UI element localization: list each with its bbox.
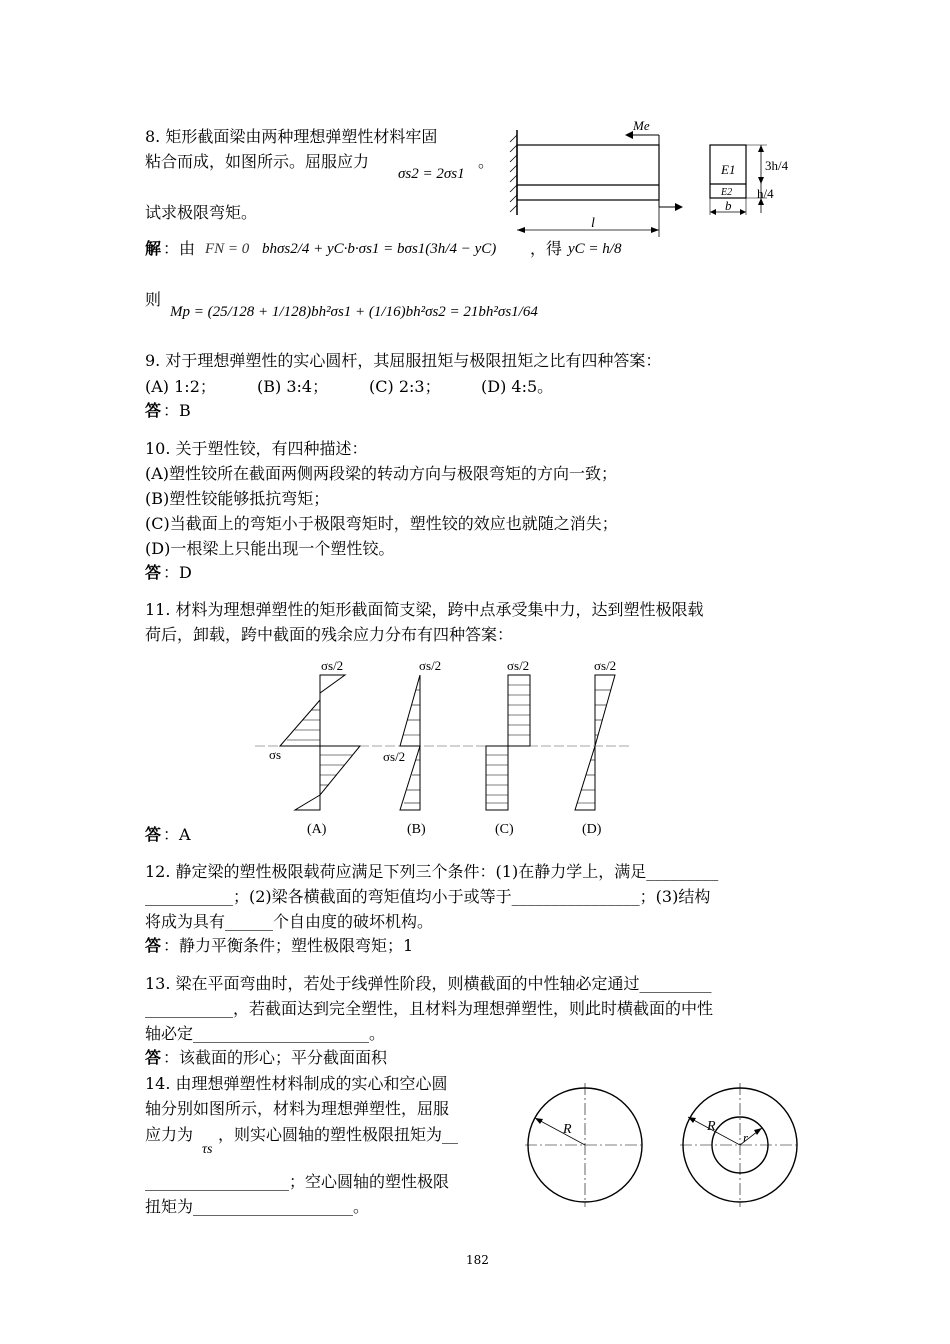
q11-line1: 11. 材料为理想弹塑性的矩形截面简支梁，跨中点承受集中力，达到塑性极限载 <box>145 600 704 619</box>
q12-line1: 12. 静定梁的塑性极限载荷应满足下列三个条件：(1)在静力学上，满足_________ <box>145 862 719 881</box>
q9-answer-label: 答 <box>145 401 162 420</box>
q14-line1: 14. 由理想弹塑性材料制成的实心和空心圆 <box>145 1074 448 1093</box>
d-top-label: σs/2 <box>594 658 617 673</box>
e1-label: E1 <box>721 162 736 177</box>
q14-line3a: 应力为 <box>145 1125 194 1144</box>
q8-then: 则 <box>145 290 162 309</box>
label-c: (C) <box>495 822 514 837</box>
q12-line3: 将成为具有______个自由度的破坏机构。 <box>145 912 434 931</box>
b-label: b <box>725 198 732 213</box>
q9-option-c: (C) 2:3； <box>369 377 441 396</box>
q9-answer: ：B <box>163 401 191 420</box>
q10-answer: ：D <box>163 563 192 582</box>
q14-line2: 轴分别如图所示，材料为理想弹塑性，屈服 <box>145 1099 450 1118</box>
q11-answer: ：A <box>163 825 191 844</box>
h4-label: h/4 <box>757 186 774 201</box>
diagram-d <box>575 658 616 837</box>
diagram-a <box>269 658 360 837</box>
q8-yield-formula: σs2 = 2σs1 <box>398 166 465 182</box>
q10-option-b: (B)塑性铰能够抵抗弯矩； <box>145 489 330 508</box>
h34-label: 3h/4 <box>765 158 789 173</box>
solid-r-label: R <box>563 1122 572 1137</box>
page-number: 182 <box>466 1253 489 1267</box>
q9-option-d: (D) 4:5。 <box>481 377 554 396</box>
q10-option-a: (A)塑性铰所在截面两侧两段梁的转动方向与极限弯矩的方向一致； <box>145 464 618 483</box>
q9-option-b: (B) 3:4； <box>257 377 329 396</box>
q11-answer-label: 答 <box>145 825 162 844</box>
q9-stem: 9. 对于理想弹塑性的实心圆杆，其屈服扭矩与极限扭矩之比有四种答案： <box>145 351 662 370</box>
q13-answer: ：该截面的形心；平分截面面积 <box>163 1048 388 1067</box>
c-top-label: σs/2 <box>507 658 530 673</box>
q8-get: ，得 <box>530 239 563 258</box>
q8-line3: 试求极限弯矩。 <box>145 203 258 222</box>
q14-line5: 扭矩为____________________。 <box>145 1197 370 1216</box>
q10-option-c: (C)当截面上的弯矩小于极限弯矩时，塑性铰的效应也就随之消失； <box>145 514 618 533</box>
q9-option-a: (A) 1:2； <box>145 377 216 396</box>
q8-yc: yC = h/8 <box>568 241 622 257</box>
a-mid-label: σs <box>269 747 282 762</box>
hollow-inner-r-label: r <box>743 1130 749 1145</box>
q11-line2: 荷后，卸载，跨中截面的残余应力分布有四种答案： <box>145 625 514 644</box>
q14-line3b: ，则实心圆轴的塑性极限扭矩为__ <box>218 1125 459 1144</box>
a-top-label: σs/2 <box>321 658 344 673</box>
q8-line2: 粘合而成，如图所示。屈服应力 <box>145 152 370 171</box>
q12-line2: ___________；(2)梁各横截面的弯矩值均小于或等于________________；(3)结构 <box>145 887 711 906</box>
diagram-b <box>383 658 441 837</box>
q8-balance-eq: bhσs2/4 + yC·b·σs1 = bσs1(3h/4 − yC) <box>262 241 497 257</box>
q8-fn-eq: FN = 0 <box>205 241 250 257</box>
hollow-outer-r-label: R <box>707 1119 716 1134</box>
b-mid-label: σs/2 <box>383 749 406 764</box>
label-b: (B) <box>407 822 426 837</box>
label-a: (A) <box>307 822 327 837</box>
q10-option-d: (D)一根梁上只能出现一个塑性铰。 <box>145 539 395 558</box>
q8-solution-label: 解 <box>145 239 162 258</box>
moment-label: Me <box>633 118 650 133</box>
q14-line4: __________________；空心圆轴的塑性极限 <box>145 1172 450 1191</box>
q13-line2: ___________，若截面达到完全塑性，且材料为理想弹塑性，则此时横截面的中性 <box>145 999 714 1018</box>
q13-line3: 轴必定______________________。 <box>145 1024 386 1043</box>
length-label: l <box>591 216 595 231</box>
q12-answer-label: 答 <box>145 936 162 955</box>
q12-answer: ：静力平衡条件；塑性极限弯矩；1 <box>163 936 414 955</box>
label-d: (D) <box>582 822 602 837</box>
q10-answer-label: 答 <box>145 563 162 582</box>
q13-line1: 13. 梁在平面弯曲时，若处于线弹性阶段，则横截面的中性轴必定通过_________ <box>145 974 712 993</box>
q8-beam-figure <box>505 115 805 245</box>
q13-answer-label: 答 <box>145 1048 162 1067</box>
q10-stem: 10. 关于塑性铰，有四种描述： <box>145 439 368 458</box>
q8-line2-end: 。 <box>478 152 495 171</box>
solid-shaft <box>525 1083 645 1207</box>
b-top-label: σs/2 <box>419 658 442 673</box>
q11-stress-diagrams <box>255 655 635 840</box>
hollow-shaft <box>680 1083 800 1207</box>
q14-shaft-figure <box>525 1075 800 1215</box>
q14-tau: τs <box>202 1142 213 1157</box>
q8-solution-text: ：由 <box>163 239 196 258</box>
e2-label: E2 <box>721 187 733 198</box>
diagram-c <box>486 658 530 837</box>
q8-line1: 8. 矩形截面梁由两种理想弹塑性材料牢固 <box>145 127 438 146</box>
q8-mp-eq: Mp = (25/128 + 1/128)bh²σs1 + (1/16)bh²σs2 = 21bh²σs1/64 <box>170 304 538 320</box>
